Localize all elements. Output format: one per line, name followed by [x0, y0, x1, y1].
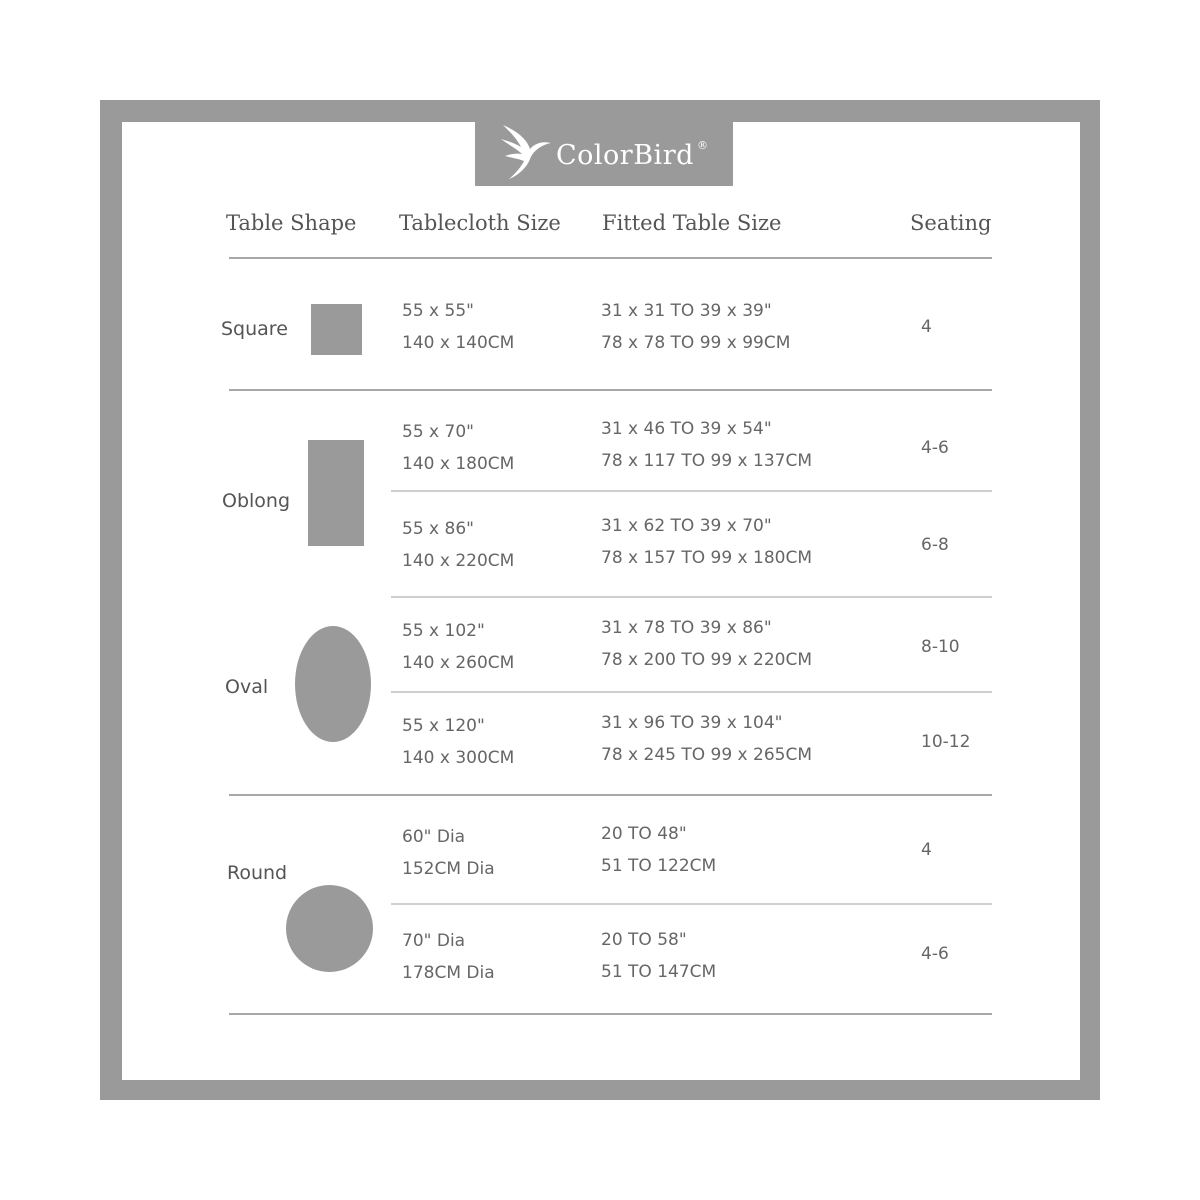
tablecloth-size-cm: 140 x 140CM	[402, 333, 515, 353]
header-divider	[229, 257, 992, 259]
fitted-size-cell	[601, 510, 812, 574]
fitted-size-cell	[601, 707, 812, 771]
section-divider	[229, 389, 992, 391]
fitted-size-cell	[601, 924, 716, 988]
fitted-size-cell	[601, 612, 812, 676]
brand-registered-mark: ®	[697, 139, 708, 152]
fitted-size-cm: 78 x 200 TO 99 x 220CM	[601, 650, 813, 670]
header-seating: Seating	[910, 211, 992, 235]
fitted-size-inches: 31 x 62 TO 39 x 70"	[601, 516, 772, 536]
fitted-size-inches: 31 x 46 TO 39 x 54"	[601, 419, 772, 439]
table-row	[402, 821, 495, 885]
tablecloth-size-cm: 140 x 220CM	[402, 551, 515, 571]
header-table-shape: Table Shape	[226, 211, 357, 235]
seating-value: 4	[921, 317, 932, 337]
tablecloth-size-inches: 60" Dia	[402, 827, 466, 847]
fitted-size-cm: 78 x 157 TO 99 x 180CM	[601, 548, 813, 568]
table-row	[402, 416, 514, 480]
square-shape-icon	[311, 304, 362, 355]
row-divider	[391, 490, 992, 492]
oblong-shape-icon	[308, 440, 364, 546]
seating-value: 8-10	[921, 637, 960, 657]
table-bottom-divider	[229, 1013, 992, 1015]
brand-name: ColorBird	[556, 140, 694, 171]
table-row	[402, 710, 514, 774]
shape-label-square: Square	[221, 318, 288, 340]
shape-label-oval: Oval	[225, 676, 269, 698]
oval-shape-icon	[295, 626, 371, 742]
seating-value: 4-6	[921, 438, 949, 458]
row-divider	[391, 596, 992, 598]
tablecloth-size-inches: 70" Dia	[402, 931, 466, 951]
fitted-size-inches: 31 x 78 TO 39 x 86"	[601, 618, 772, 638]
table-row	[402, 615, 514, 679]
fitted-size-cm: 78 x 245 TO 99 x 265CM	[601, 745, 813, 765]
header-fitted-table-size: Fitted Table Size	[602, 211, 782, 235]
tablecloth-size-inches: 55 x 55"	[402, 301, 474, 321]
fitted-size-cm: 51 TO 147CM	[601, 962, 717, 982]
row-divider	[391, 691, 992, 693]
seating-value: 10-12	[921, 732, 971, 752]
tablecloth-size-cm: 140 x 180CM	[402, 454, 515, 474]
fitted-size-inches: 20 TO 48"	[601, 824, 687, 844]
section-divider	[229, 794, 992, 796]
tablecloth-size-inches: 55 x 120"	[402, 716, 485, 736]
tablecloth-size-cm: 178CM Dia	[402, 963, 495, 983]
tablecloth-size-inches: 55 x 86"	[402, 519, 474, 539]
fitted-size-cm: 78 x 78 TO 99 x 99CM	[601, 333, 791, 353]
table-row	[402, 513, 514, 577]
row-divider	[391, 903, 992, 905]
fitted-size-cell	[601, 295, 790, 359]
fitted-size-cm: 78 x 117 TO 99 x 137CM	[601, 451, 813, 471]
tablecloth-size-inches: 55 x 70"	[402, 422, 474, 442]
tablecloth-size-cm: 140 x 300CM	[402, 748, 515, 768]
fitted-size-cell	[601, 413, 812, 477]
fitted-size-inches: 31 x 31 TO 39 x 39"	[601, 301, 772, 321]
shape-label-round: Round	[227, 862, 288, 884]
tablecloth-size-cm: 140 x 260CM	[402, 653, 515, 673]
bird-logo-icon	[497, 121, 557, 183]
table-row	[402, 925, 495, 989]
round-shape-icon	[286, 885, 373, 972]
tablecloth-size-inches: 55 x 102"	[402, 621, 485, 641]
fitted-size-cell	[601, 818, 716, 882]
seating-value: 6-8	[921, 535, 949, 555]
fitted-size-cm: 51 TO 122CM	[601, 856, 717, 876]
seating-value: 4-6	[921, 944, 949, 964]
shape-label-oblong: Oblong	[222, 490, 291, 512]
fitted-size-inches: 31 x 96 TO 39 x 104"	[601, 713, 783, 733]
seating-value: 4	[921, 840, 932, 860]
header-tablecloth-size: Tablecloth Size	[399, 211, 561, 235]
tablecloth-size-cm: 152CM Dia	[402, 859, 495, 879]
table-row	[402, 295, 514, 359]
fitted-size-inches: 20 TO 58"	[601, 930, 687, 950]
